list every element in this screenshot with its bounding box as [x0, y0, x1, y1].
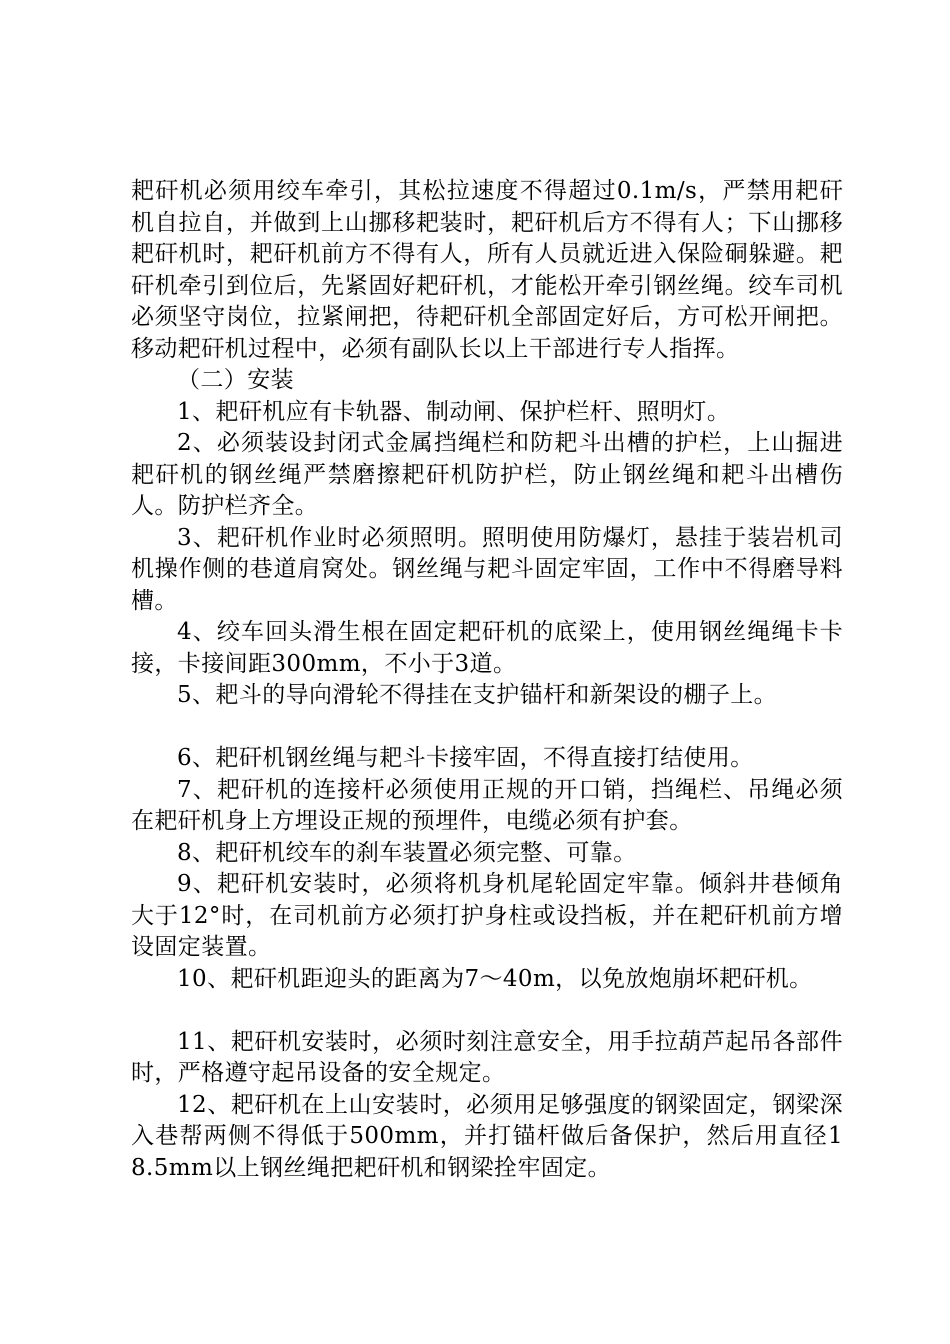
- list-item-10: 10、耙矸机距迎头的距离为7～40m，以免放炮崩坏耙矸机。: [177, 965, 813, 992]
- list-item-11: 11、耙矸机安装时，必须时刻注意安全，用手拉葫芦起吊各部件时，严格遵守起吊设备的安全规定。: [131, 1028, 843, 1086]
- list-item-9: 9、耙矸机安装时，必须将机身机尾轮固定牢靠。倾斜井巷倾角大于12°时，在司机前方必须打护身柱或设挡板，并在耙矸机前方增设固定装置。: [131, 871, 843, 960]
- paragraph-towing: 耙矸机必须用绞车牵引，其松拉速度不得超过0.1m/s，严禁用耙矸机自拉自，并做到上山挪移耙装时，耙矸机后方不得有人；下山挪移耙矸机时，耙矸机前方不得有人，所有人员就近进入保险硐躲避。耙矸机牵引到位后，先紧固好耙矸机，才能松开牵引钢丝绳。绞车司机必须坚守岗位，拉紧闸把，待耙矸机全部固定好后，方可松开闸把。移动耙矸机过程中，必须有副队长以上干部进行专人指挥。: [131, 178, 843, 362]
- list-item-7: 7、耙矸机的连接杆必须使用正规的开口销，挡绳栏、吊绳必须在耙矸机身上方埋设正规的预埋件，电缆必须有护套。: [131, 776, 843, 834]
- list-item-4: 4、绞车回头滑生根在固定耙矸机的底梁上，使用钢丝绳绳卡卡接，卡接间距300mm，不小于3道。: [131, 619, 843, 677]
- section-heading-installation: （二）安装: [177, 367, 294, 393]
- list-item-12: 12、耙矸机在上山安装时，必须用足够强度的钢梁固定，钢梁深入巷帮两侧不得低于500mm，并打锚杆做后备保护，然后用直径18.5mm以上钢丝绳把耙矸机和钢梁拴牢固定。: [131, 1091, 843, 1181]
- list-item-2: 2、必须装设封闭式金属挡绳栏和防耙斗出槽的护栏，上山掘进耙矸机的钢丝绳严禁磨擦耙矸机防护栏，防止钢丝绳和耙斗出槽伤人。防护栏齐全。: [131, 430, 843, 519]
- list-item-6: 6、耙矸机钢丝绳与耙斗卡接牢固，不得直接打结使用。: [177, 745, 754, 771]
- list-item-3: 3、耙矸机作业时必须照明。照明使用防爆灯，悬挂于装岩机司机操作侧的巷道肩窝处。钢丝绳与耙斗固定牢固，工作中不得磨导料槽。: [131, 524, 843, 614]
- list-item-5: 5、耙斗的导向滑轮不得挂在支护锚杆和新架设的棚子上。: [177, 682, 778, 708]
- list-item-8: 8、耙矸机绞车的刹车装置必须完整、可靠。: [177, 839, 637, 866]
- document-body: [131, 176, 843, 1184]
- list-item-1: 1、耙矸机应有卡轨器、制动闸、保护栏杆、照明灯。: [177, 398, 731, 425]
